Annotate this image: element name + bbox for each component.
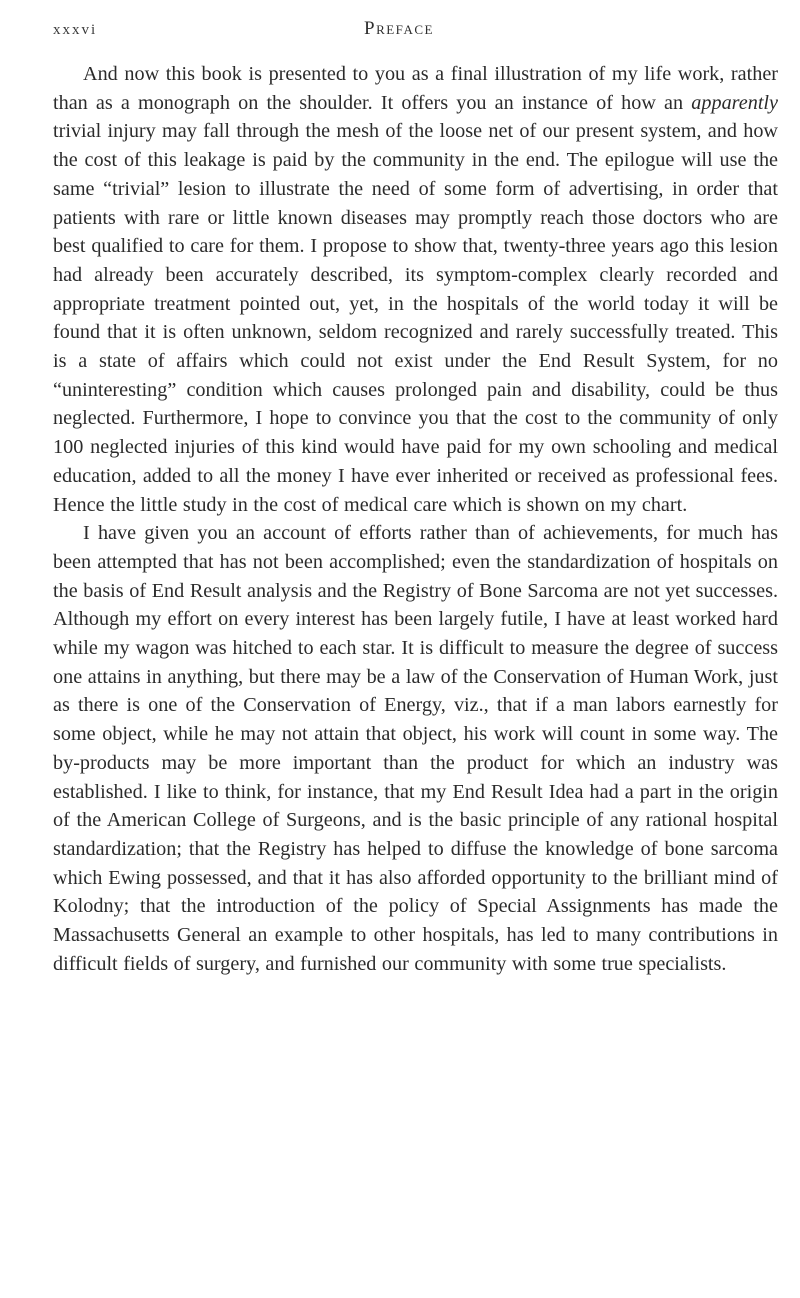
paragraph-1 (53, 60, 778, 519)
emphasized-word: apparently (691, 91, 778, 114)
running-title: Preface (364, 18, 434, 39)
paragraph-2: I have given you an account of efforts rather than of achievements, for much has been attempted that has not been accomplished; even the standardization of hospitals on the basis of End Result analysis and the Registry of Bone Sarcoma are not yet successes. Although my effort on every interest has been largely futile, I have at least worked hard while my wagon was hitched to each star. It is difficult to measure the degree of success one attains in anything, but there may be a law of the Conservation of Human Work, just as there is one of the Conservation of Energy, viz., that if a man labors earnestly for some object, while he may not attain that object, his work will count in some way. The by-products may be more important than the product for which an industry was established. I like to think, for instance, that my End Result Idea had a part in the origin of the American College of Surgeons, and is the basic principle of any rational hospital standardization; that the Registry has helped to diffuse the knowledge of bone sarcoma which Ewing possessed, and that it has also afforded opportunity to the brilliant mind of Kolodny; that the introduction of the policy of Special Assignments has made the Massachusetts General an example to other hospitals, has led to many contributions in difficult fields of surgery, and furnished our community with some true specialists. (53, 522, 778, 975)
body-text (53, 60, 778, 979)
book-page (53, 0, 778, 979)
paragraph-1-text-start: And now this book is presented to you as a final illustration of my life work, rather than as a monograph on the shoulder. It offers you an instance of how an (53, 63, 778, 114)
page-number: xxxvi (53, 22, 98, 38)
running-head (53, 0, 778, 60)
paragraph-1-text-end: trivial injury may fall through the mesh of the loose net of our present system, and how the cost of this leakage is paid by the community in the end. The epilogue will use the same “trivial” lesion to illustrate the need of some form of advertising, in order that patients with rare or little known diseases may promptly reach those doctors who are best qualified to care for them. I propose to show that, twenty-three years ago this lesion had already been accurately described, its symptom-complex clearly recorded and appropriate treatment pointed out, yet, in the hospitals of the world today it will be found that it is often unknown, seldom recognized and rarely successfully treated. This is a state of affairs which could not exist under the End Result System, for no “uninteresting” condition which causes prolonged pain and disability, could be thus neglected. Furthermore, I hope to convince you that the cost to the community of only 100 neglected injuries of this kind would have paid for my own schooling and medical education, added to all the money I have ever inherited or received as professional fees. Hence the little study in the cost of medical care which is shown on my chart. (53, 120, 778, 516)
